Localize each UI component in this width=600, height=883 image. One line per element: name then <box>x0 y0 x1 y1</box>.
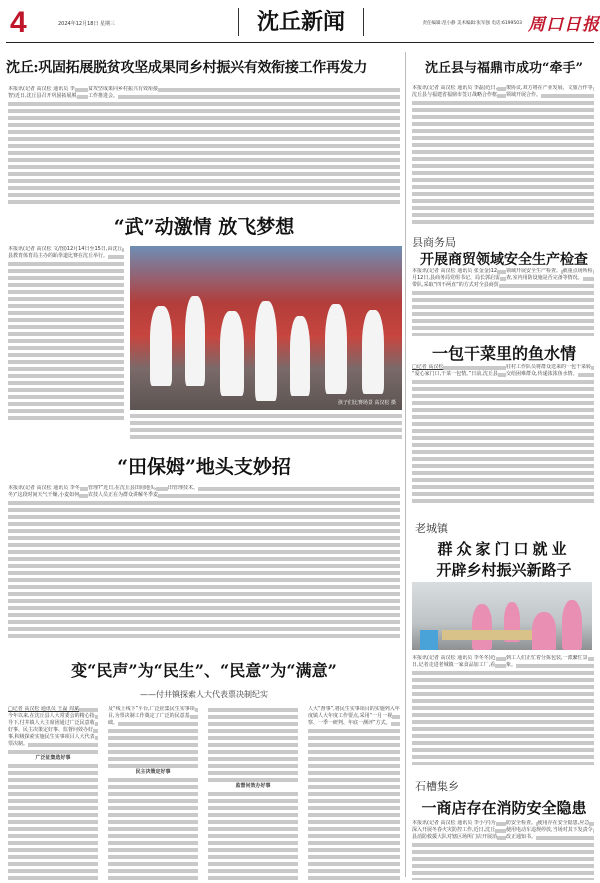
factory-photo <box>412 582 592 650</box>
headline-poverty[interactable]: 沈丘:巩固拓展脱贫攻坚成果同乡村振兴有效衔接工作再发力 <box>6 60 368 76</box>
article-body-people-voice-3: 监督问效办好事 <box>208 706 298 880</box>
byline-dried-veg: □记者 高汉松 <box>412 364 444 370</box>
taekwondo-photo <box>130 246 402 410</box>
headline-fuding[interactable]: 沈丘县与福鼎市成功“牵手” <box>425 61 583 76</box>
byline: □记者 高汉松 通讯员 王磊 周斌 <box>8 706 80 712</box>
article-body-people-voice-2: 及“线上线下”平台,广泛征集民生实事项目,为票决制工作奠定了广泛的民意基础。 民主决策定好事 <box>108 706 198 880</box>
kicker-commerce: 县商务局 <box>412 236 456 249</box>
article-body-fire-hazard: 本报讯(记者 高汉松 通讯员 李小宇)为深入开展冬春火灾防控工作,近日,沈丘县消防救援大队对辖区场所门店开展消防安全检查。 使用存在安全隐患,应急使用电动车违规停放,当场对其下发责令改正通知书。 <box>412 820 594 880</box>
article-body-poverty: 本报讯(记者 高汉松 通讯员 李智)近日,沈丘县召开巩固拓展脱贫攻坚成果同乡村振兴有效衔接工作推进会。 <box>8 86 400 206</box>
page-number: 4 <box>10 6 27 39</box>
article-body-dried-veg: □记者 高汉松 “爱心家门口,干菜一包情。”日前,沈丘县驻村工作队员将群众送来的一包干菜转交给困难群众,传递浓浓鱼水情。 <box>412 364 594 506</box>
headline-safety-check[interactable]: 开展商贸领域安全生产检查 <box>420 252 588 268</box>
article-body-field-helper: 本报讯(记者 高汉松 通讯员 李冬冬)“这段时间天气干燥,小麦如何管理?”近日,在沈丘县田间地头,农技人员正在为群众讲解冬季麦田管理技术。 <box>8 485 400 641</box>
section-title: 沈丘新闻 <box>238 8 364 36</box>
issue-date: 2024年12月18日 星期三 <box>58 21 116 27</box>
headline-people-voice[interactable]: 变“民声”为“民生”、“民意”为“满意” <box>71 661 337 680</box>
article-body-employment: 本报讯(记者 高汉松 通讯员 李冬冬)近日,记者走进老城镇一家食品加工厂,看到工人们正忙着分拣包装,一派繁忙景象。 <box>412 655 594 765</box>
newspaper-logo: 周口日报 <box>528 15 600 35</box>
headline-employment-1[interactable]: 群众家门口就业 <box>437 540 571 558</box>
article-body-taekwondo-cont <box>130 412 402 442</box>
article-body-fuding: 本报讯(记者 高汉松 通讯员 李磊)近日,沈丘县与福建省福鼎市签订战略合作框架协议,双方将在产业发展、文旅合作等领域开展合作。 <box>412 85 594 227</box>
headline-employment-2[interactable]: 开辟乡村振兴新路子 <box>436 561 572 579</box>
subheadline-people-voice: ——付井镇探索人大代表票决制纪实 <box>140 690 268 699</box>
editor-info: 责任编辑:范小静 美术编辑:张军强 电话:6199503 <box>422 21 522 26</box>
kicker-shicaoji: 石槽集乡 <box>415 780 459 793</box>
article-body-taekwondo: 本报讯(记者 高汉松 文/图)12月14日至15日,由沈丘县教育体育局主办的跆拳道比赛在沈丘举行。 <box>8 246 124 420</box>
kicker-laocheng: 老城镇 <box>415 522 448 535</box>
article-body-people-voice-1: □记者 高汉松 通讯员 王磊 周斌 今年以来,在沈丘县人大常委会的精心指导下,付井镇人大主席团通过广泛民意收好事、民主决策定好事、监督问效办好事,积极探索实施民生实事项目人大代表票决制。 广泛征集选好事 <box>8 706 98 880</box>
headline-fire-hazard[interactable]: 一商店存在消防安全隐患 <box>421 799 587 817</box>
headline-taekwondo[interactable]: “武”动激情 放飞梦想 <box>113 216 295 238</box>
headline-dried-veg[interactable]: 一包干菜里的鱼水情 <box>431 344 576 363</box>
article-body-people-voice-4: 人大“督事”,将民生实事项目的实施列入年度镇人大年度工作要点,采用“一月一视察、一季一研判、年底一测评”方式。 <box>308 706 400 880</box>
article-body-safety-check: 本报讯(记者 高汉松 通讯员 张金金)12月12日,县商务局党组书记、局长郭启雷带队,采取“四不两直”的方式对全县商贸领域开展安全生产检查。 就重点场所检查,室内用防设施是否完备等情况。 <box>412 268 594 336</box>
headline-field-helper[interactable]: “田保姆”地头支妙招 <box>117 456 291 478</box>
photo-caption: 孩子们比赛场景 高汉松 摄 <box>337 400 396 406</box>
header-rule <box>6 42 594 43</box>
column-divider <box>405 52 406 877</box>
